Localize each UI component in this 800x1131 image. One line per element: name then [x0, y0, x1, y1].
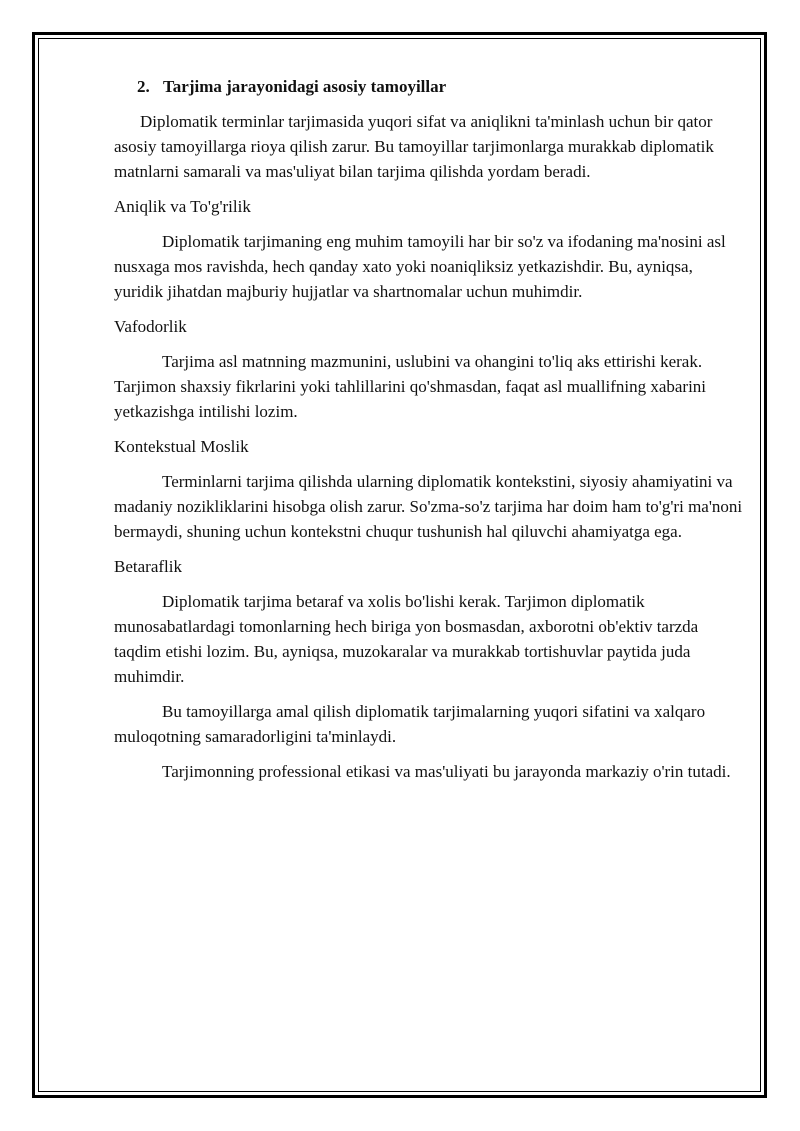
- closing-paragraph-2: Tarjimonning professional etikasi va mas'uliyati bu jarayonda markaziy o'rin tutadi.: [162, 762, 731, 781]
- intro-paragraph: Diplomatik terminlar tarjimasida yuqori sifat va aniqlikni ta'minlash uchun bir qator asosiy tamoyillarga rioya qilish zarur. Bu tamoyillar tarjimonlarga murakkab diplomatik matnlarni samarali va mas'uliyat bilan tarjima qilishda yordam beradi.: [114, 112, 714, 181]
- document-body: [114, 74, 746, 794]
- section-heading: [137, 74, 746, 99]
- principle-text-accuracy: Diplomatik tarjimaning eng muhim tamoyili har bir so'z va ifodaning ma'nosini asl nusxaga mos ravishda, hech qanday xato yoki noaniqliksiz yetkazishdir. Bu, ayniqsa, yuridik jihatdan majburiy hujjatlar va shartnomalar uchun muhimdir.: [114, 232, 726, 301]
- principle-title-context: Kontekstual Moslik: [114, 437, 249, 456]
- section-number: 2.: [137, 77, 150, 96]
- principle-title-fidelity: Vafodorlik: [114, 317, 187, 336]
- principle-title-accuracy: Aniqlik va To'g'rilik: [114, 197, 251, 216]
- principle-text-context: Terminlarni tarjima qilishda ularning diplomatik kontekstini, siyosiy ahamiyatini va madaniy nozikliklarini hisobga olish zarur. So'zma-so'z tarjima har doim ham to'g'ri ma'noni bermaydi, shuning uchun kontekstni chuqur tushunish hal qiluvchi ahamiyatga ega.: [114, 472, 743, 541]
- principle-title-neutrality: Betaraflik: [114, 557, 182, 576]
- closing-paragraph-1: Bu tamoyillarga amal qilish diplomatik tarjimalarning yuqori sifatini va xalqaro muloqotning samaradorligini ta'minlaydi.: [114, 702, 706, 746]
- section-title: Tarjima jarayonidagi asosiy tamoyillar: [163, 77, 447, 96]
- principle-text-neutrality: Diplomatik tarjima betaraf va xolis bo'lishi kerak. Tarjimon diplomatik munosabatlardagi tomonlarning hech biriga yon bosmasdan, axborotni ob'ektiv tarzda taqdim etishi lozim. Bu, ayniqsa, muzokaralar va murakkab tortishuvlar paytida juda muhimdir.: [114, 592, 699, 686]
- principle-text-fidelity: Tarjima asl matnning mazmunini, uslubini va ohangini to'liq aks ettirishi kerak. Tarjimon shaxsiy fikrlarini yoki tahlillarini qo'shmasdan, faqat asl muallifning xabarini yetkazishga intilishi lozim.: [114, 352, 707, 421]
